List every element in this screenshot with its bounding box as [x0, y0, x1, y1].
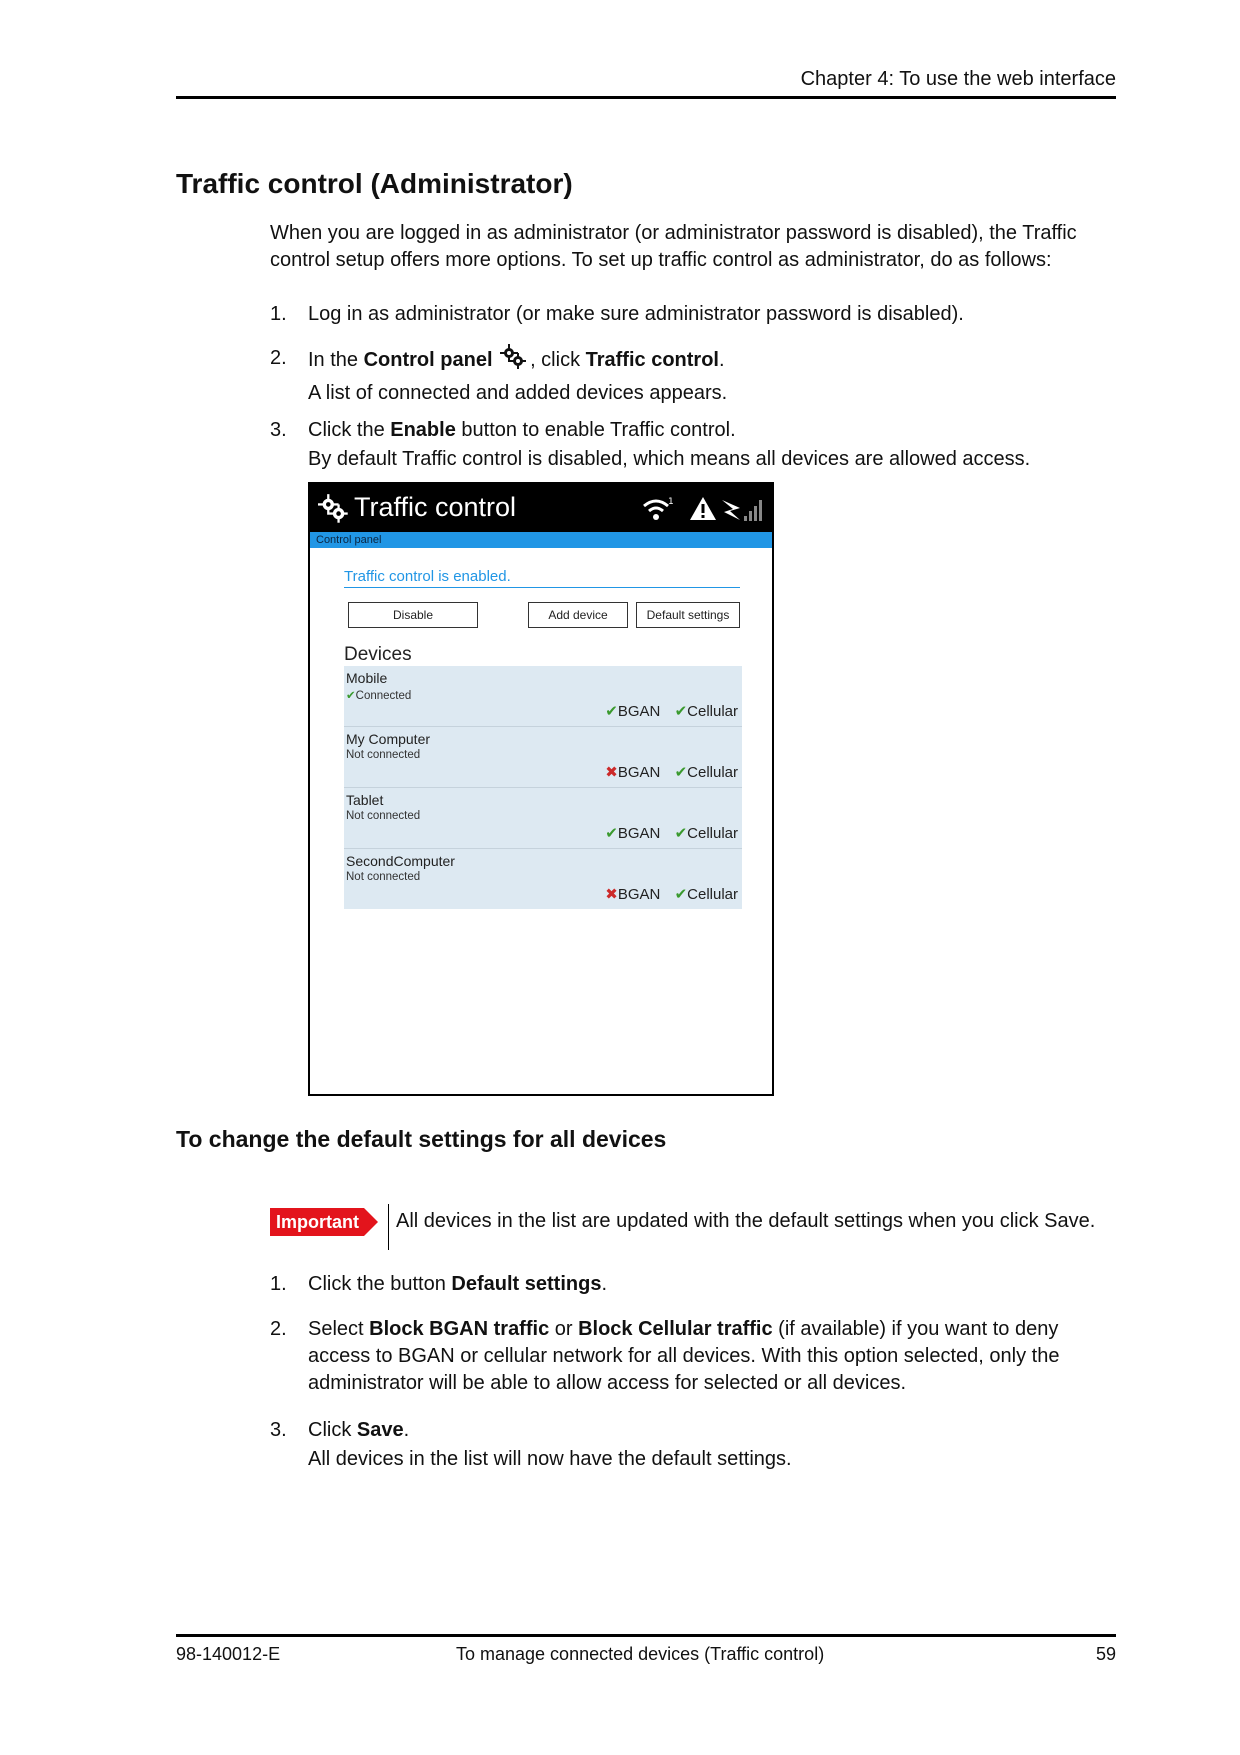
bgan-toggle[interactable] — [605, 825, 660, 842]
page-number: 59 — [1095, 1644, 1116, 1664]
step-text-line2: All devices in the list will now have the default settings. — [308, 1448, 792, 1470]
step-text-line2: By default Traffic control is disabled, which means all devices are allowed access. — [308, 448, 1031, 470]
breadcrumb[interactable] — [310, 532, 772, 548]
save-term: Save — [356, 1419, 404, 1441]
footer-doc-id: 98-140012-E — [176, 1644, 281, 1664]
footer-rule — [176, 1634, 1116, 1637]
device-row[interactable] — [344, 849, 742, 909]
svg-text:1: 1 — [668, 497, 674, 507]
disable-button[interactable]: Disable — [348, 602, 478, 628]
network-access — [595, 824, 738, 842]
step-text-mid: , click — [530, 349, 586, 371]
step-text-pre: In the — [308, 349, 364, 371]
network-access — [595, 885, 738, 903]
cross-icon: ✖ — [605, 764, 618, 781]
step-a-3 — [270, 416, 1110, 474]
default-settings-button[interactable]: Default settings — [636, 602, 740, 628]
bgan-toggle[interactable] — [605, 703, 660, 720]
step-text-pre: Click the button — [308, 1273, 452, 1295]
check-icon: ✔ — [605, 825, 618, 842]
settings-gears-icon — [318, 494, 350, 529]
warning-icon — [690, 497, 716, 520]
device-name: Tablet — [346, 792, 384, 808]
step-text-mid: or — [549, 1318, 579, 1340]
bgan-label: BGAN — [617, 825, 661, 842]
check-icon: ✔ — [346, 690, 356, 702]
traffic-control-term: Traffic control — [585, 349, 719, 371]
control-panel-icon — [500, 344, 528, 379]
step-b-3 — [270, 1416, 1110, 1474]
step-text-post: . — [403, 1419, 410, 1441]
check-icon: ✔ — [674, 886, 688, 903]
enable-term: Enable — [390, 419, 456, 441]
step-text-pre: Select — [308, 1318, 370, 1340]
wifi-icon — [644, 501, 668, 511]
cellular-toggle[interactable] — [675, 886, 738, 903]
default-settings-term: Default settings — [451, 1273, 602, 1295]
device-status — [346, 688, 411, 702]
no-signal-icon — [722, 500, 740, 520]
device-status: Not connected — [346, 810, 421, 822]
device-row[interactable] — [344, 788, 742, 849]
bgan-label: BGAN — [617, 886, 661, 903]
step-number: 3. — [270, 1419, 287, 1441]
footer-title: To manage connected devices (Traffic control) — [456, 1644, 825, 1664]
step-number: 2. — [270, 1318, 287, 1340]
step-text-pre: Click the — [308, 419, 391, 441]
step-text-post: . — [718, 349, 725, 371]
section-title: Traffic control (Administrator) — [176, 168, 573, 199]
step-number: 3. — [270, 419, 287, 441]
status-icons — [640, 494, 766, 529]
step-text-post: button to enable Traffic control. — [455, 419, 736, 441]
important-text: All devices in the list are updated with the default settings when you click Save. — [396, 1210, 1096, 1232]
important-badge: Important — [270, 1208, 364, 1236]
block-bgan-term: Block BGAN traffic — [369, 1318, 550, 1340]
bgan-label: BGAN — [617, 764, 661, 781]
device-status-label: Connected — [355, 690, 412, 702]
device-row[interactable] — [344, 727, 742, 788]
step-text-post: (if available) if you want to deny access to BGAN or cellular network for all devices. With this option selected, only the administrator will be able to allow access for selected or all devices. — [308, 1318, 1060, 1394]
step-b-1 — [270, 1270, 1110, 1299]
add-device-button[interactable]: Add device — [528, 602, 628, 628]
app-title-bar — [310, 484, 772, 532]
important-arrow-icon — [364, 1208, 378, 1236]
network-access — [595, 702, 738, 720]
device-status: Not connected — [346, 749, 421, 761]
check-icon: ✔ — [674, 825, 688, 842]
check-icon: ✔ — [605, 703, 618, 720]
control-panel-term: Control panel — [363, 349, 493, 371]
signal-bars-icon — [744, 500, 762, 521]
block-cellular-term: Block Cellular traffic — [578, 1318, 773, 1340]
device-status: Not connected — [346, 871, 421, 883]
network-access — [595, 763, 738, 781]
step-number: 2. — [270, 347, 287, 369]
step-number: 1. — [270, 303, 287, 325]
step-text: Log in as administrator (or make sure administrator password is disabled). — [308, 303, 964, 325]
step-text-line2: A list of connected and added devices appears. — [308, 382, 728, 404]
device-name: SecondComputer — [346, 853, 455, 869]
device-list — [344, 666, 742, 909]
breadcrumb-label: Control panel — [316, 534, 382, 546]
cellular-toggle[interactable] — [675, 825, 738, 842]
check-icon: ✔ — [674, 703, 688, 720]
check-icon: ✔ — [674, 764, 688, 781]
cellular-label: Cellular — [687, 764, 738, 781]
intro-paragraph: When you are logged in as administrator (or administrator password is disabled), the Traffic control setup offers more options. To set up traffic control as administrator, do as follows: — [270, 222, 1077, 271]
step-text-post: . — [601, 1273, 608, 1295]
cellular-label: Cellular — [687, 825, 738, 842]
cellular-toggle[interactable] — [675, 764, 738, 781]
devices-heading: Devices — [344, 644, 742, 667]
step-a-2 — [270, 344, 1110, 408]
chapter-header: Chapter 4: To use the web interface — [800, 68, 1116, 90]
cellular-toggle[interactable] — [675, 703, 738, 720]
step-b-2 — [270, 1316, 1110, 1397]
step-a-1 — [270, 300, 1110, 329]
bgan-label: BGAN — [617, 703, 661, 720]
device-row[interactable] — [344, 666, 742, 727]
app-title: Traffic control — [354, 492, 517, 522]
header-rule — [176, 96, 1116, 99]
enabled-status: Traffic control is enabled. — [344, 568, 740, 588]
device-name: Mobile — [346, 670, 388, 686]
step-number: 1. — [270, 1273, 287, 1295]
bgan-toggle[interactable] — [605, 764, 660, 781]
subsection-title: To change the default settings for all devices — [176, 1126, 667, 1152]
cross-icon: ✖ — [605, 886, 618, 903]
bgan-toggle[interactable] — [605, 886, 660, 903]
cellular-label: Cellular — [687, 886, 738, 903]
cellular-label: Cellular — [687, 703, 738, 720]
step-text-pre: Click — [308, 1419, 357, 1441]
device-name: My Computer — [346, 731, 431, 747]
important-divider — [388, 1204, 389, 1250]
traffic-control-screenshot — [308, 482, 774, 1096]
